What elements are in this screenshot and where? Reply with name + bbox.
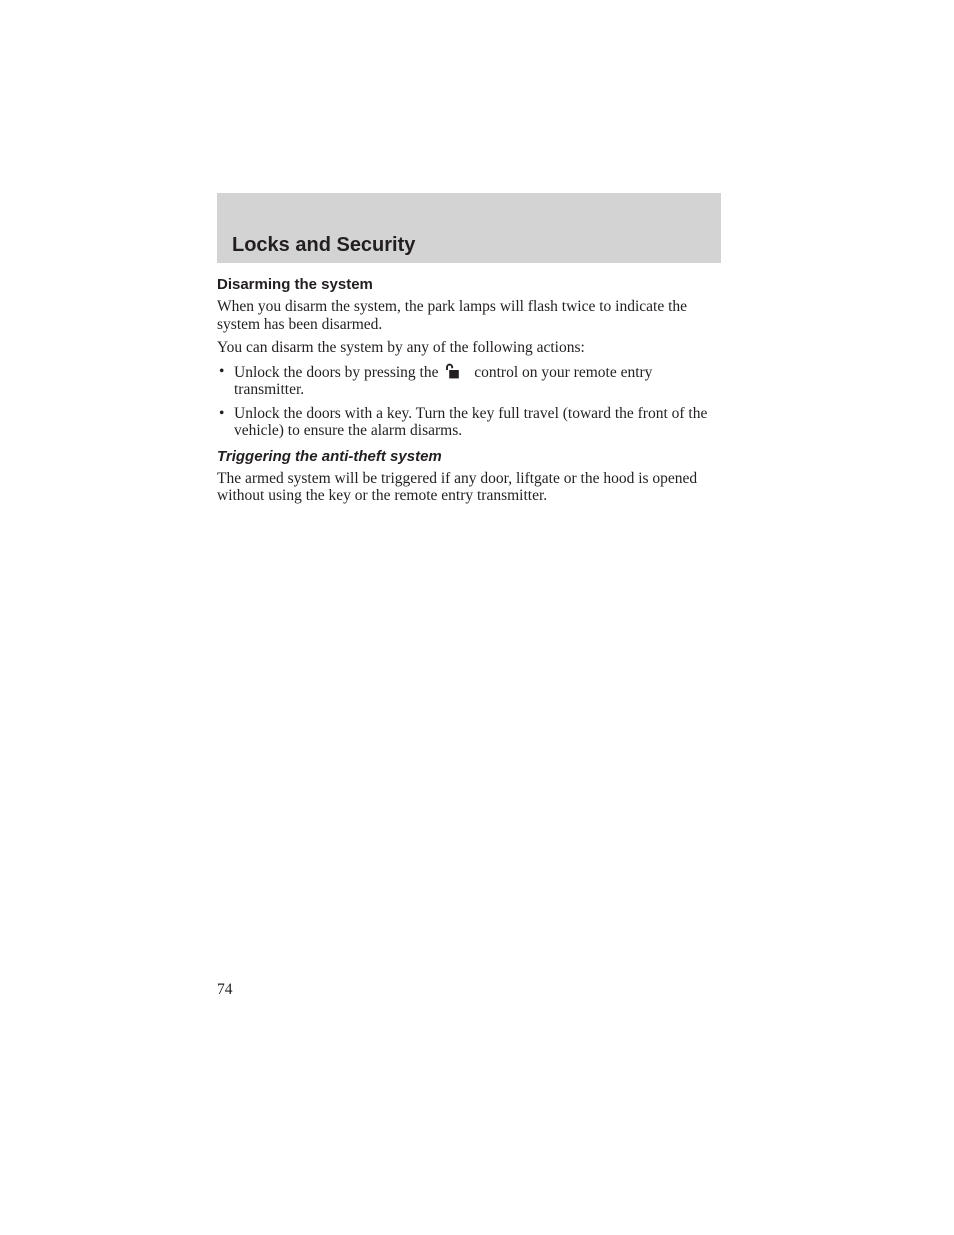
disarming-paragraph-2: You can disarm the system by any of the following actions: (217, 339, 585, 356)
bullet1-text-before: Unlock the doors by pressing the (234, 363, 439, 381)
triggering-heading: Triggering the anti-theft system (217, 447, 442, 465)
page-content (217, 276, 721, 511)
bullet1-text-after: control on your remote entry transmitter. (234, 363, 653, 398)
disarming-paragraph-1: When you disarm the system, the park lamps will flash twice to indicate the system has been disarmed. (217, 298, 688, 333)
list-item: • Unlock the doors with a key. Turn the key full travel (toward the front of the vehicle) to ensure the alarm disarms. (217, 405, 721, 440)
disarm-actions-list (217, 363, 721, 440)
page-number: 74 (217, 981, 233, 998)
section-title: Locks and Security (232, 234, 416, 256)
disarming-heading: Disarming the system (217, 276, 373, 293)
section-header-band (217, 193, 721, 263)
list-item (217, 363, 721, 399)
triggering-paragraph: The armed system will be triggered if any door, liftgate or the hood is opened without using the key or the remote entry transmitter. (217, 469, 698, 504)
unlock-icon (444, 363, 460, 379)
